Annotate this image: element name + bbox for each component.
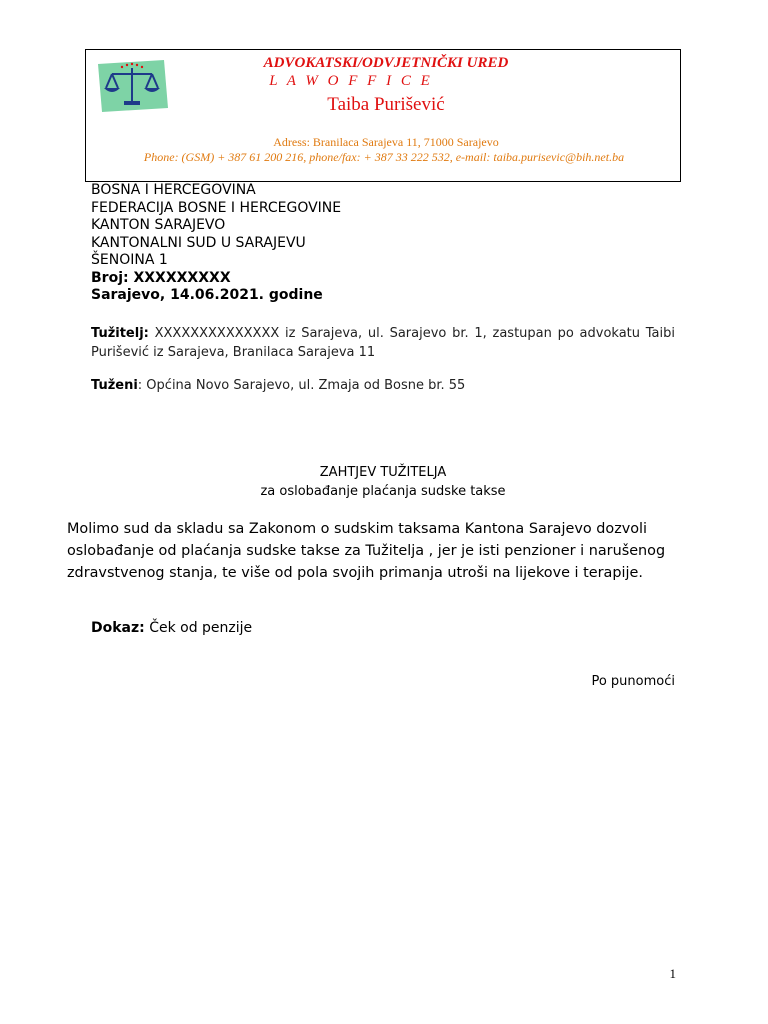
- recipient-line: FEDERACIJA BOSNE I HERCEGOVINE: [91, 199, 342, 216]
- request-body: Molimo sud da skladu sa Zakonom o sudskim taksama Kantona Sarajevo dozvoli oslobađanje od plaćanja sudske takse za Tužitelja , jer je isti penzioner i narušenog zdravstvenog stanja, te više od pola svojih primanja utroši na lijekove i terapije.: [67, 521, 666, 581]
- document-date: Sarajevo, 14.06.2021. godine: [91, 287, 323, 303]
- request-title: ZAHTJEV TUŽITELJA: [319, 465, 447, 480]
- evidence-section: [91, 620, 252, 636]
- letterhead: [85, 49, 681, 182]
- page-number: 1: [669, 966, 676, 981]
- evidence-text: Ček od penzije: [144, 620, 253, 636]
- office-title: ADVOKATSKI/ODVJETNIČKI URED: [263, 55, 509, 71]
- request-heading: [91, 463, 675, 501]
- signature-line: Po punomoći: [591, 674, 675, 689]
- defendant-text: : Općina Novo Sarajevo, ul. Zmaja od Bosne br. 55: [137, 378, 466, 393]
- case-number: Broj: XXXXXXXXX: [91, 269, 231, 286]
- recipient-block: [91, 182, 341, 305]
- recipient-line: BOSNA I HERCEGOVINA: [91, 182, 256, 198]
- lawyer-name: Taiba Purišević: [327, 94, 445, 115]
- plaintiff-section: [91, 324, 675, 362]
- office-title-english: L A W O F F I C E: [269, 73, 433, 89]
- recipient-line: KANTON SARAJEVO: [91, 217, 226, 233]
- office-contact: Phone: (GSM) + 387 61 200 216, phone/fax: + 387 33 222 532, e-mail: taiba.purisevic@bih.net.ba: [143, 150, 625, 164]
- recipient-line: KANTONALNI SUD U SARAJEVU: [91, 234, 306, 251]
- recipient-line: ŠENOINA 1: [91, 252, 168, 268]
- defendant-label: Tuženi: [91, 378, 138, 393]
- request-subtitle: za oslobađanje plaćanja sudske takse: [260, 484, 506, 499]
- office-address: Adress: Branilaca Sarajeva 11, 71000 Sarajevo: [273, 135, 499, 149]
- evidence-label: Dokaz:: [91, 620, 145, 636]
- defendant-section: [91, 376, 675, 395]
- plaintiff-label: Tužitelj:: [91, 326, 149, 341]
- plaintiff-text: XXXXXXXXXXXXXX iz Sarajeva, ul. Sarajevo br. 1, zastupan po advokatu Taibi Purišević iz Sarajeva, Branilaca Sarajeva 11: [91, 326, 675, 360]
